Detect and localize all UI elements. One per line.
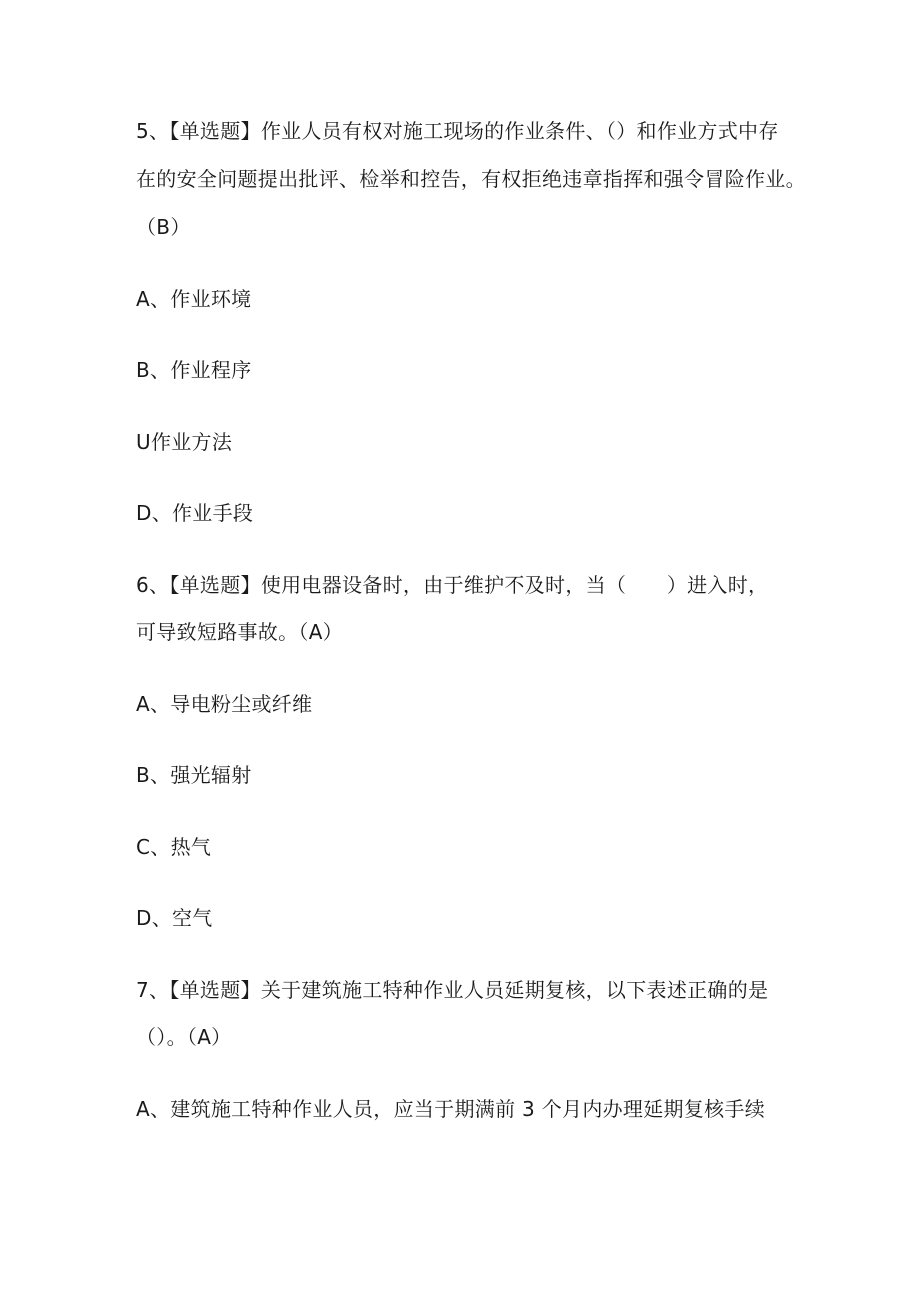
question-6-option-b: B、强光辐射: [136, 763, 252, 787]
question-5-line-1: 5、【单选题】作业人员有权对施工现场的作业条件、（）和作业方式中存: [136, 119, 779, 143]
question-6-line-2: 可导致短路事故。（A）: [136, 620, 343, 644]
question-5-option-a: A、作业环境: [136, 287, 252, 311]
question-5-option-c: U作业方法: [136, 430, 233, 454]
question-5-option-b: B、作业程序: [136, 358, 252, 382]
question-5-answer: （B）: [136, 215, 191, 239]
question-7-line-1: 7、【单选题】关于建筑施工特种作业人员延期复核，以下表述正确的是: [136, 978, 769, 1002]
question-6-option-d: D、空气: [136, 906, 213, 930]
question-7-option-a: A、建筑施工特种作业人员，应当于期满前 3 个月内办理延期复核手续: [136, 1097, 766, 1121]
question-6-line-1: 6、【单选题】使用电器设备时，由于维护不及时，当（ ）进入时，: [136, 573, 769, 597]
question-6-option-c: C、热气: [136, 835, 212, 859]
question-7-line-2: （）。（A）: [136, 1025, 232, 1049]
question-6-option-a: A、导电粉尘或纤维: [136, 692, 313, 716]
question-5-line-2: 在的安全问题提出批评、检举和控告，有权拒绝违章指挥和强令冒险作业。: [136, 167, 806, 191]
question-5-option-d: D、作业手段: [136, 501, 254, 525]
